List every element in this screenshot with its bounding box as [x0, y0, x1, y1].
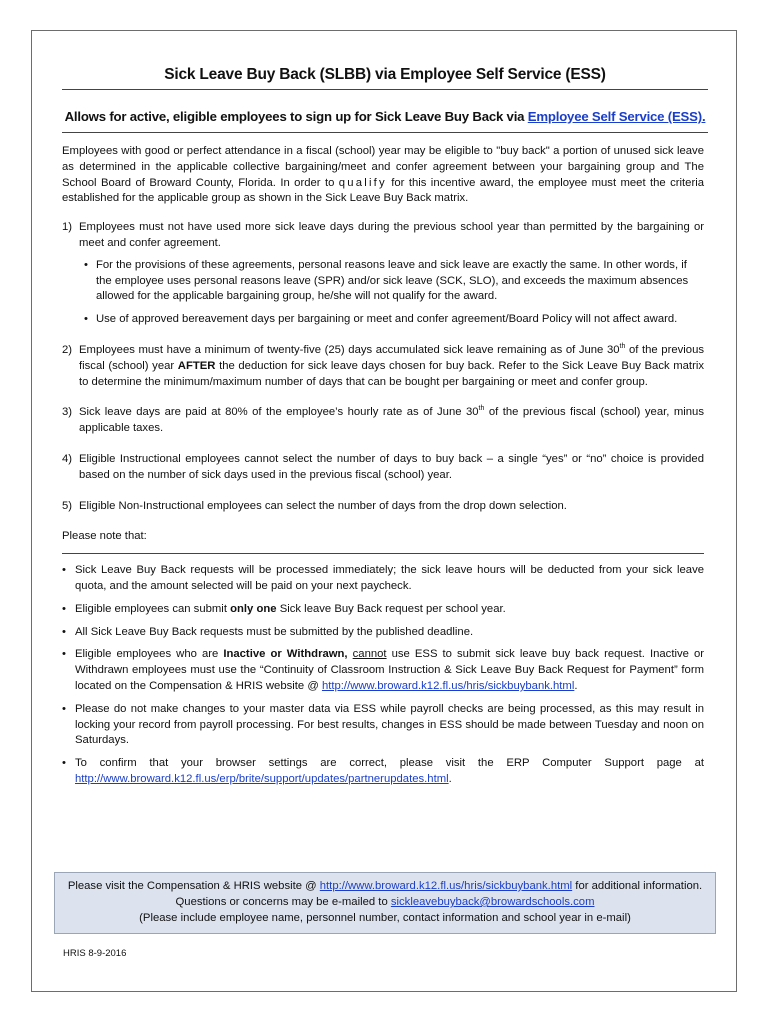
note-text: .	[448, 772, 452, 785]
criteria-number: 2)	[62, 343, 73, 356]
note-text: Sick leave Buy Back request per school year.	[276, 602, 506, 615]
info-line-2	[55, 894, 715, 910]
info-text: for additional information.	[572, 880, 703, 892]
note-text: To confirm that your browser settings are correct, please visit the ERP Computer Support page at	[75, 757, 704, 770]
intro-text-1: Employees with good or perfect attendance in a fiscal (school) year may be eligible to "buy back" a portion of unused sick leave as determined in the applicable collective bargaining/meet and confer agreement between your bargaining group and The School Board of Broward County, Florida. In order to	[62, 145, 704, 189]
email-link[interactable]: sickleavebuyback@browardschools.com	[390, 896, 595, 908]
criteria-number: 4)	[62, 452, 73, 465]
criteria-number: 5)	[62, 499, 73, 512]
criteria-item-2	[62, 343, 704, 390]
criteria-number: 3)	[62, 406, 73, 419]
criteria-item-4	[62, 452, 704, 484]
criteria-text: Eligible Non-Instructional employees can select the number of days from the drop down selection.	[79, 499, 567, 512]
intro-qualify: qualify	[338, 176, 387, 189]
note-item: • Sick Leave Buy Back requests will be processed immediately; the sick leave hours will be deducted from your sick leave quota, and the amount selected will be paid on your next paycheck.	[62, 563, 704, 595]
info-line-1	[55, 878, 715, 894]
criteria-sub-list	[79, 258, 704, 328]
note-bold: Inactive or Withdrawn,	[223, 648, 348, 661]
criteria-number: 1)	[62, 221, 73, 234]
note-divider	[62, 553, 704, 554]
note-text: Eligible employees can submit	[75, 602, 231, 615]
criteria-text: of the previous fiscal (school) year, minus applicable taxes.	[79, 406, 704, 435]
sub-bullet: • Use of approved bereavement days per bargaining or meet and confer agreement/Board Policy will not affect award.	[79, 312, 704, 328]
intro-paragraph	[62, 144, 704, 207]
criteria-text: Employees must not have used more sick leave days during the previous school year than permitted by the bargaining or meet and confer agreement.	[79, 221, 704, 249]
note-text: Eligible employees who are	[75, 648, 224, 661]
ess-link[interactable]: Employee Self Service (ESS).	[527, 109, 706, 124]
criteria-text: the deduction for sick leave days chosen for buy back. Refer to the Sick Leave Buy Back matrix to determine the minimum/maximum number of days that can be bought per bargaining or meet and confer group.	[79, 359, 704, 388]
note-text: use ESS to submit sick leave buy back request. Inactive or Withdrawn employees must use the “Continuity of Classroom Instruction & Sick Leave Buy Back Request for Payment” form located on the Compensation & HRIS website @	[75, 648, 704, 692]
note-underline: cannot	[352, 648, 387, 661]
info-text: Questions or concerns may be e-mailed to	[175, 896, 391, 908]
sub-bullet: • For the provisions of these agreements, personal reasons leave and sick leave are exactly the same. In other words, if the employee uses personal reasons leave (SPR) and/or sick leave (SCK, SLO), and exceeds the maximum absences allowed for the applicable bargaining group, he/she will not qualify for the award.	[79, 258, 704, 305]
criteria-list	[62, 220, 704, 514]
title-divider	[62, 89, 708, 90]
intro-text-2: for this incentive award, the employee must meet the criteria established for the applicable group as shown in the Sick Leave Buy Back matrix.	[62, 176, 705, 205]
hris-link[interactable]: http://www.broward.k12.fl.us/hris/sickbuybank.html	[321, 679, 575, 692]
criteria-text: Employees must have a minimum of twenty-five (25) days accumulated sick leave remaining as of June 30	[79, 343, 620, 356]
info-box	[54, 872, 716, 934]
criteria-text: Eligible Instructional employees cannot select the number of days to buy back – a single “yes” or “no” choice is provided based on the number of sick days used in the previous fiscal (school) year.	[79, 452, 704, 481]
criteria-item-5	[62, 499, 704, 515]
note-item: • Please do not make changes to your master data via ESS while payroll checks are being processed, as this may result in locking your record from payroll processing. For best results, changes in ESS should be made between Tuesday and noon on Saturdays.	[62, 702, 704, 749]
criteria-text: Sick leave days are paid at 80% of the employee’s hourly rate as of June 30	[79, 406, 479, 419]
superscript: th	[478, 405, 485, 413]
info-line-3: (Please include employee name, personnel number, contact information and school year in e-mail)	[139, 912, 631, 924]
subtitle-text: Allows for active, eligible employees to sign up for Sick Leave Buy Back via	[64, 109, 528, 124]
document-body	[62, 144, 704, 795]
criteria-item-1	[62, 220, 704, 328]
page-subtitle	[62, 109, 708, 124]
note-item	[62, 647, 704, 694]
note-item	[62, 756, 704, 788]
note-item	[62, 602, 704, 618]
note-bold: only one	[230, 602, 277, 615]
subtitle-divider	[62, 132, 708, 133]
criteria-bold: AFTER	[177, 359, 216, 372]
erp-support-link[interactable]: http://www.broward.k12.fl.us/erp/brite/support/updates/partnerupdates.html	[75, 772, 449, 785]
info-hris-link[interactable]: http://www.broward.k12.fl.us/hris/sickbuybank.html	[319, 880, 573, 892]
footer-code: HRIS 8-9-2016	[63, 948, 127, 959]
note-heading: Please note that:	[62, 530, 147, 543]
notes-list	[62, 563, 704, 788]
info-text: Please visit the Compensation & HRIS website @	[67, 880, 320, 892]
criteria-item-3	[62, 405, 704, 437]
note-text: .	[574, 679, 578, 692]
note-item: • All Sick Leave Buy Back requests must be submitted by the published deadline.	[62, 625, 704, 641]
page-title: Sick Leave Buy Back (SLBB) via Employee Self Service (ESS)	[164, 66, 606, 83]
superscript: th	[619, 343, 626, 351]
criteria-text: of the previous fiscal (school) year	[79, 343, 704, 372]
